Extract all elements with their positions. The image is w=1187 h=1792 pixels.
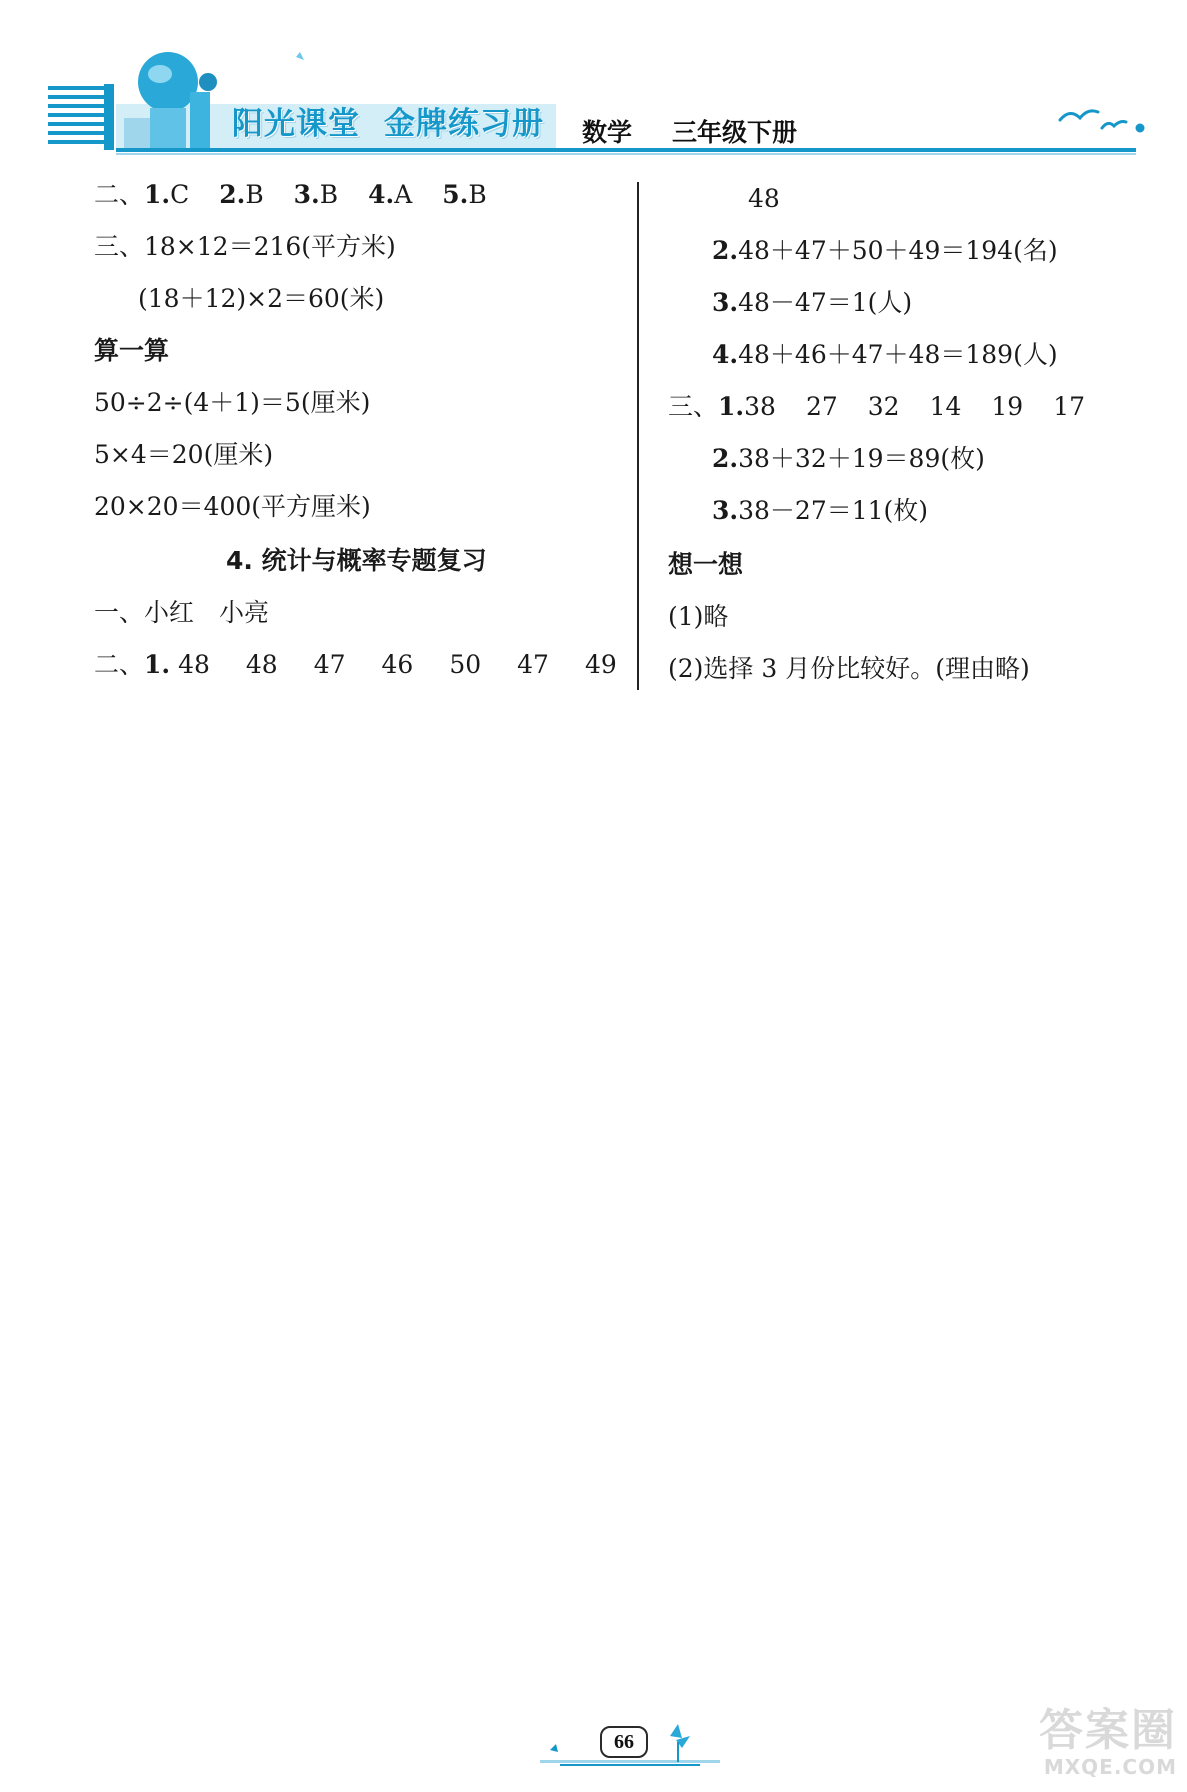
answer-line xyxy=(712,338,1058,372)
value: 27 xyxy=(805,392,838,421)
item-number: 1. xyxy=(144,650,171,679)
series-title-2: 金牌练习册 xyxy=(384,106,544,142)
watermark-logo: 答案圈 xyxy=(1039,1705,1177,1756)
value: 49 xyxy=(584,650,617,679)
item-number: 2. xyxy=(712,444,739,473)
answer-line-perimeter: (18＋12)×2＝60(米) xyxy=(138,284,385,313)
value: 46 xyxy=(381,650,414,679)
value: 48 xyxy=(178,650,210,679)
answer-line: 5×4＝20(厘米) xyxy=(94,440,274,469)
section-prefix: 二、 xyxy=(94,650,145,679)
value: 50 xyxy=(449,650,482,679)
value: 38 xyxy=(744,392,776,421)
birds-icon xyxy=(1060,111,1143,131)
section-heading: 想一想 xyxy=(668,550,744,579)
answer-line xyxy=(712,494,928,528)
item-number: 1. xyxy=(718,392,745,421)
grade-label: 三年级下册 xyxy=(672,118,798,147)
item-number: 3. xyxy=(293,180,320,209)
star-icon xyxy=(296,52,304,60)
watermark-url: MXQE.COM xyxy=(1043,1755,1177,1779)
answer-line: 一、小红 小亮 xyxy=(94,598,270,627)
watermark xyxy=(987,1706,1177,1786)
item-answer: A xyxy=(394,180,413,209)
answer-line-values xyxy=(668,390,1085,424)
item-number: 2. xyxy=(219,180,246,209)
value: 19 xyxy=(991,392,1024,421)
answer-line xyxy=(712,442,985,476)
item-answer: B xyxy=(319,180,339,209)
answer-line-2-choices xyxy=(94,178,487,212)
answer-line: (1)略 xyxy=(668,602,729,631)
section-prefix: 三、 xyxy=(668,392,719,421)
item-answer: 48＋47＋50＋49＝194(名) xyxy=(738,236,1058,265)
item-number: 2. xyxy=(712,236,739,265)
answer-line-values xyxy=(94,648,617,682)
answer-line: 50÷2÷(4＋1)＝5(厘米) xyxy=(94,388,371,417)
value: 17 xyxy=(1053,392,1085,421)
item-number: 4. xyxy=(712,340,739,369)
section-heading: 算一算 xyxy=(94,336,170,365)
value: 32 xyxy=(867,392,900,421)
series-title: 阳光课堂 xyxy=(232,106,360,142)
value: 48 xyxy=(245,650,278,679)
item-answer: C xyxy=(170,180,190,209)
page-number: 66 xyxy=(600,1726,648,1758)
answer-line xyxy=(712,286,912,320)
item-answer: B xyxy=(468,180,487,209)
item-answer: 48－47＝1(人) xyxy=(738,288,913,317)
answer-line-area: 三、18×12＝216(平方米) xyxy=(94,232,396,261)
value: 14 xyxy=(929,392,962,421)
header-stripes xyxy=(48,84,114,150)
answer-line: (2)选择 3 月份比较好。(理由略) xyxy=(668,654,1030,683)
value: 47 xyxy=(313,650,346,679)
item-number: 3. xyxy=(712,496,739,525)
item-answer: 38－27＝11(枚) xyxy=(738,496,929,525)
item-number: 4. xyxy=(368,180,395,209)
globe-illustration xyxy=(124,52,217,148)
item-answer: 38＋32＋19＝89(枚) xyxy=(738,444,985,473)
item-number: 5. xyxy=(442,180,469,209)
item-number: 3. xyxy=(712,288,739,317)
item-answer: 48＋46＋47＋48＝189(人) xyxy=(738,340,1058,369)
subject-label: 数学 xyxy=(582,118,633,147)
item-answer: B xyxy=(245,180,264,209)
section-prefix: 二、 xyxy=(94,180,145,209)
page-header xyxy=(0,0,1187,165)
column-divider xyxy=(637,182,639,690)
item-number: 1. xyxy=(144,180,171,209)
value: 47 xyxy=(517,650,549,679)
answer-line: 20×20＝400(平方厘米) xyxy=(94,492,371,521)
answer-line xyxy=(712,234,1058,268)
windmill-icon xyxy=(670,1724,690,1748)
pinwheel-icon xyxy=(550,1744,558,1752)
chapter-heading: 4. 统计与概率专题复习 xyxy=(226,546,487,575)
answer-line: 48 xyxy=(748,184,780,213)
